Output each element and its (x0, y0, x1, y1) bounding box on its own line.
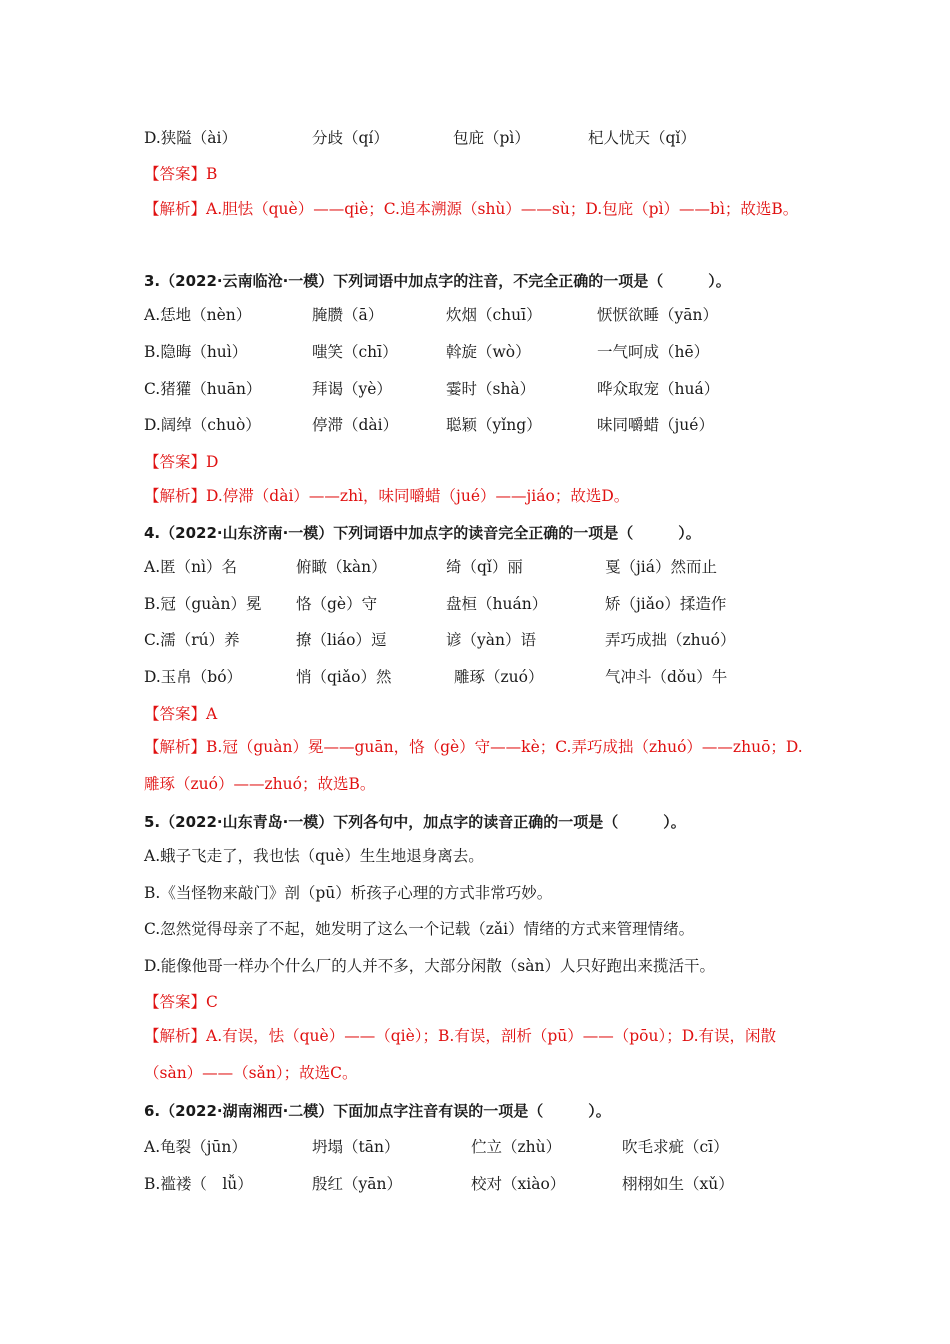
q3-answer: 【答案】D (144, 453, 219, 471)
q4-analysis: 【解析】B.冠（guàn）冕——guān，恪（gè）守——kè；C.弄巧成拙（zhuó）——zhuō；D.雕琢（zuó）——zhuó；故选B。 (144, 738, 803, 793)
option-item: B.冠（guàn）冕 (144, 595, 262, 613)
q2-answer: 【答案】B (144, 165, 218, 183)
q5-option-b: B.《当怪物来敲门》剖（pū）析孩子心理的方式非常巧妙。 (144, 884, 553, 902)
option-item: 弄巧成拙（zhuó） (605, 631, 736, 649)
option-item: 悄（qiǎo）然 (296, 668, 392, 686)
option-item: 栩栩如生（xǔ） (622, 1175, 734, 1193)
option-item: 味同嚼蜡（jué） (597, 416, 714, 434)
option-item: B.隐晦（huì） (144, 343, 248, 361)
q5-analysis: 【解析】A.有误，怯（què）——（qiè）；B.有误，剖析（pū）——（pōu）；D.有误，闲散（sàn）——（sǎn）；故选C。 (144, 1027, 777, 1082)
option-item: 停滞（dài） (312, 416, 399, 434)
option-item: 聪颖（yǐng） (446, 416, 542, 434)
option-item: A.龟裂（jūn） (144, 1138, 247, 1156)
option-item: 恹恹欲睡（yān） (597, 306, 718, 324)
q4-answer: 【答案】A (144, 705, 218, 723)
q5-answer: 【答案】C (144, 993, 218, 1011)
option-item: A.匿（nì）名 (144, 558, 238, 576)
option-item: D.阔绰（chuò） (144, 416, 261, 434)
option-item: C.猪獾（huān） (144, 380, 262, 398)
option-item: D.玉帛（bó） (144, 668, 243, 686)
q3-stem: 3.（2022·云南临沧·一模）下列词语中加点字的注音，不完全正确的一项是（ ）。 (144, 272, 731, 290)
option-item: 恪（gè）守 (296, 595, 378, 613)
option-item: 霎时（shà） (446, 380, 536, 398)
q5-option-a: A.蛾子飞走了，我也怯（què）生生地退身离去。 (144, 847, 484, 865)
option-item: 分歧（qí） (312, 129, 389, 147)
option-item: 雕琢（zuó） (454, 668, 544, 686)
q4-stem: 4.（2022·山东济南·一模）下列词语中加点字的读音完全正确的一项是（ ）。 (144, 524, 701, 542)
option-item: 盘桓（huán） (446, 595, 548, 613)
q3-analysis: 【解析】D.停滞（dài）——zhì，味同嚼蜡（jué）——jiáo；故选D。 (144, 487, 630, 505)
option-item: 斡旋（wò） (446, 343, 531, 361)
option-item: 炊烟（chuī） (446, 306, 542, 324)
option-item: 绮（qǐ）丽 (446, 558, 523, 576)
option-item: 殷红（yān） (312, 1175, 402, 1193)
option-item: 伫立（zhù） (471, 1138, 562, 1156)
option-item: 嗤笑（chī） (312, 343, 398, 361)
option-item: 包庇（pì） (453, 129, 530, 147)
q5-stem: 5.（2022·山东青岛·一模）下列各句中，加点字的读音正确的一项是（ ）。 (144, 813, 686, 831)
option-item: 俯瞰（kàn） (296, 558, 387, 576)
option-item: 撩（liáo）逗 (296, 631, 387, 649)
option-item: 气冲斗（dǒu）牛 (605, 668, 728, 686)
option-item: 拜谒（yè） (312, 380, 392, 398)
q5-option-d: D.能像他哥一样办个什么厂的人并不多，大部分闲散（sàn）人只好跑出来揽活干。 (144, 957, 715, 975)
option-item: 谚（yàn）语 (446, 631, 536, 649)
option-item: 腌臜（ā） (312, 306, 384, 324)
q2-analysis: 【解析】A.胆怯（què）——qiè；C.追本溯源（shù）——sù；D.包庇（pì）——bì；故选B。 (144, 200, 799, 218)
option-item: 戛（jiá）然而止 (605, 558, 718, 576)
option-item: D.狭隘（ài） (144, 129, 238, 147)
option-item: 哗众取宠（huá） (597, 380, 720, 398)
option-item: 矫（jiǎo）揉造作 (605, 595, 727, 613)
q6-stem: 6.（2022·湖南湘西·二模）下面加点字注音有误的一项是（ ）。 (144, 1102, 611, 1120)
option-item: 校对（xiào） (471, 1175, 566, 1193)
option-item: 一气呵成（hē） (597, 343, 710, 361)
option-item: A.恁地（nèn） (144, 306, 252, 324)
option-item: 杞人忧天（qǐ） (588, 129, 696, 147)
option-item: 坍塌（tān） (312, 1138, 400, 1156)
option-item: C.濡（rú）养 (144, 631, 240, 649)
option-item: 吹毛求疵（cī） (622, 1138, 729, 1156)
q5-option-c: C.忽然觉得母亲了不起，她发明了这么一个记载（zǎi）情绪的方式来管理情绪。 (144, 920, 695, 938)
option-item: B.褴褛（ lǚ） (144, 1175, 253, 1193)
